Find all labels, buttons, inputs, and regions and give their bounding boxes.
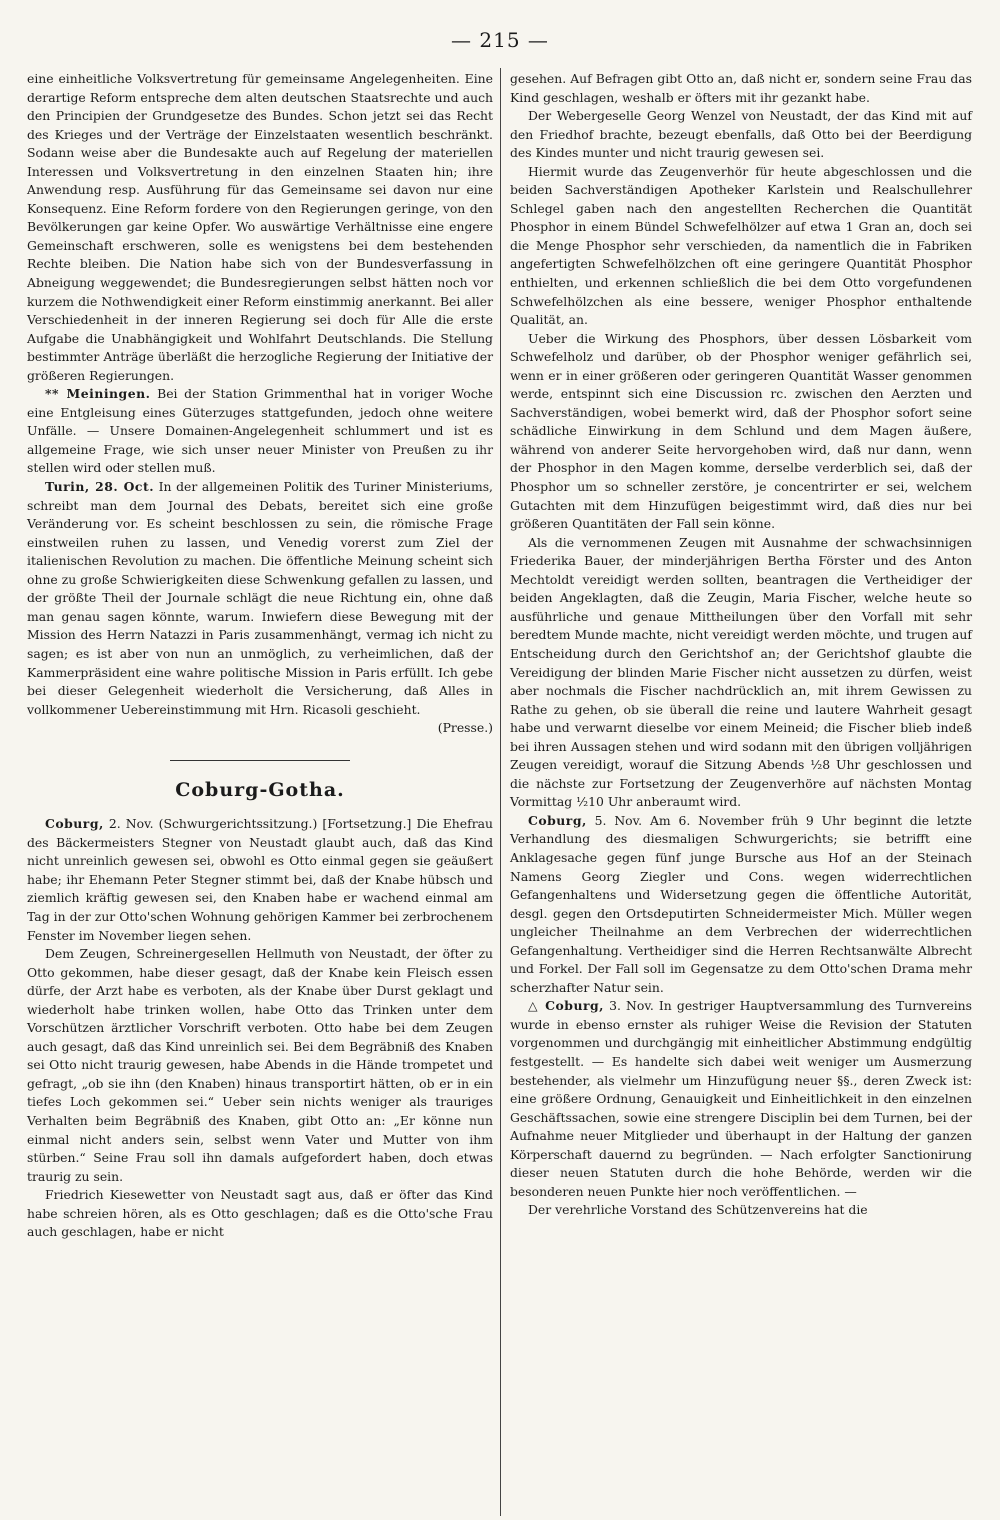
- source-attribution: (Presse.): [437, 720, 493, 736]
- dateline-coburg: △ Coburg,: [528, 998, 604, 1014]
- article-text: 5. Nov. Am 6. November früh 9 Uhr beginnt die letzte Verhandlung des diesmaligen Schwurgerichts; sie betrifft eine Anklagesache gegen fünf junge Bursche aus Hof an der Steinach Namens Georg Ziegler und Cons. wegen widerrechtlichen Gefangenhaltens und Widersetzung gegen die öffentliche Autorität, desgl. gegen den Ortsdeputirten Schneidermeister Mich. Müller wegen ungleicher Theilnahme an dem Verbrechen der widerrechtlichen Gefangenhaltung. Vertheidiger sind die Herren Rechtsanwälte Albrecht und Forkel. Der Fall soll im Gegensatze zu dem Otto'schen Drama mehr scherzhafter Natur sein.: [510, 812, 972, 995]
- dateline-turin: Turin, 28. Oct.: [45, 479, 155, 495]
- article-paragraph: Dem Zeugen, Schreinergesellen Hellmuth von Neustadt, der öfter zu Otto gekommen, habe dieser gesagt, daß der Knabe kein Fleisch essen dürfe, der Arzt habe es verboten, als der Knabe über Durst geklagt und wiederholt habe trinken wollen, habe Otto das Trinken unter dem Vorschützen ärztlicher Vorschrift verboten. Otto habe bei dem Zeugen auch gesagt, daß das Kind unreinlich sei. Bei dem Begräbniß des Knaben sei Otto nicht traurig gewesen, habe Abends in die Hände trompetet und gefragt, „ob sie ihn (den Knaben) hinaus transportirt hätten, ob er in ein tiefes Loch gekommen sei.“ Ueber sein nichts weniger als trauriges Verhalten beim Begräbniß des Knaben, gibt Otto an: „Er könne nun einmal nicht anders sein, selbst wenn Vater und Mutter von ihm stürben.“ Seine Frau soll ihn damals aufgefordert haben, doch etwas traurig zu sein.: [27, 946, 493, 1184]
- right-column: [510, 70, 972, 1220]
- article-paragraph: Friedrich Kiesewetter von Neustadt sagt aus, daß er öfter das Kind habe schreien hören, als es Otto geschlagen; daß es die Otto'sche Frau auch geschlagen, habe er nicht: [27, 1187, 493, 1240]
- article-paragraph: Hiermit wurde das Zeugenverhör für heute abgeschlossen und die beiden Sachverständigen Apotheker Karlstein und Realschullehrer Schlegel gaben nach den angestellten Recherchen die Quantität Phosphor in einem Bündel Schwefelhölzer auf etwa 1 Gran an, doch sei die Menge Phosphor sehr verschieden, da namentlich die in Fabriken angefertigten Schwefelhölzchen oft eine geringere Quantität Phosphor enthielten, und erkennen schließlich die bei dem Otto vorgefundenen Schwefelhölzchen als eine bessere, weniger Phosphor enthaltende Qualität, an.: [510, 163, 972, 328]
- section-separator: [170, 760, 350, 761]
- article-paragraph: eine einheitliche Volksvertretung für gemeinsame Angelegenheiten. Eine derartige Reform entspreche dem alten deutschen Staatsrechte und auch den Principien der Grundgesetze des Bundes. Schon jetzt sei das Recht des Krieges und der Verträge der Einzelstaaten wesentlich beschränkt. Sodann weise aber die Bundesakte auch auf Regelung der materiellen Interessen und Volksvertretung in den einzelnen Staaten hin; ihre Anwendung resp. Ausführung für das Gemeinsame sei davon nur eine Konsequenz. Eine Reform fordere von den Regierungen geringe, von den Bevölkerungen gar keine Opfer. Wo auswärtige Verhältnisse eine engere Gemeinschaft erschweren, solle es wenigstens bei dem bestehenden Rechte bleiben. Die Nation habe sich von der Bundesverfassung in Abneigung weggewendet; die Bundesregierungen selbst hätten noch vor kurzem die Nothwendigkeit einer Reform einstimmig anerkannt. Bei aller Verschiedenheit in der inneren Regierung sei doch für Alle die erste Aufgabe die Unabhängigkeit und Wohlfahrt Deutschlands. Die Stellung bestimmter Anträge überläßt die herzogliche Regierung der Initiative der größeren Regierungen.: [27, 71, 493, 383]
- article-text: In der allgemeinen Politik des Turiner Ministeriums, schreibt man dem Journal des Debats, bereitet sich eine große Veränderung vor. Es scheint beschlossen zu sein, die römische Frage einstweilen ruhen zu lassen, und Venedig vorerst zum Ziel der italienischen Revolution zu machen. Die öffentliche Meinung scheint sich ohne zu große Schwierigkeiten diese Schwenkung gefallen zu lassen, und der größte Theil der Journale schlägt die neue Richtung ein, ohne daß man genau sagen könnte, warum. Inwiefern diese Bewegung mit der Mission des Herrn Natazzi in Paris zusammenhängt, vermag ich nicht zu sagen; es ist aber von nun an unmöglich, zu verheimlichen, daß der Kammerpräsident eine wahre politische Mission in Paris erfüllt. Ich gebe bei dieser Gelegenheit wiederholt die Versicherung, daß Alles in vollkommener Uebereinstimmung mit Hrn. Ricasoli geschieht.: [27, 479, 493, 717]
- article-text: Bei der Station Grimmenthal hat in voriger Woche eine Entgleisung eines Güterzuges stattgefunden, jedoch ohne weitere Unfälle. — Unsere Domainen-Angelegenheit schlummert und ist es allgemeine Frage, wie sich unser neuer Minister von Preußen zu ihr stellen wird oder stellen muß.: [27, 386, 493, 476]
- article-turin: [27, 478, 493, 719]
- section-heading: Coburg-Gotha.: [175, 778, 345, 801]
- page-number: — 215 —: [451, 28, 549, 52]
- article-paragraph: Der Webergeselle Georg Wenzel von Neustadt, der das Kind mit auf den Friedhof brachte, bezeugt ebenfalls, daß Otto bei der Beerdigung des Kindes munter und nicht traurig gewesen sei.: [510, 108, 972, 161]
- dateline-meiningen: ** Meiningen.: [45, 386, 151, 402]
- column-divider: [500, 68, 501, 1516]
- article-coburg-3: [510, 997, 972, 1201]
- article-meiningen: [27, 385, 493, 478]
- article-text: 3. Nov. In gestriger Hauptversammlung des Turnvereins wurde in ebenso ernster als ruhiger Weise die Revision der Statuten vorgenommen und durchgängig mit einheitlicher Abstimmung endgültig festgestellt. — Es handelte sich dabei weit weniger um Ausmerzung bestehender, als vielmehr um Hinzufügung neuer §§., deren Zweck ist: eine größere Ordnung, Genauigkeit und Einheitlichkeit in den einzelnen Geschäftssachen, sowie eine strengere Disciplin bei dem Turnen, bei der Aufnahme neuer Mitglieder und überhaupt in der Haltung der ganzen Körperschaft dauernd zu begründen. — Nach erfolgter Sanctionirung dieser neuen Statuten durch die hohe Behörde, werden wir die besonderen neuen Punkte hier noch veröffentlichen. —: [510, 998, 973, 1199]
- article-paragraph: Der verehrliche Vorstand des Schützenvereins hat die: [528, 1202, 868, 1218]
- article-paragraph: gesehen. Auf Befragen gibt Otto an, daß nicht er, sondern seine Frau das Kind geschlagen, weshalb er öfters mit ihr gezankt habe.: [510, 71, 972, 105]
- article-paragraph: Ueber die Wirkung des Phosphors, über dessen Lösbarkeit vom Schwefelholz und darüber, ob der Phosphor weniger gefährlich sei, wenn er in einer größeren oder geringeren Quantität Wasser genommen werde, entspinnt sich eine Discussion rc. zwischen den Aerzten und Sachverständigen, wobei bemerkt wird, daß der Phosphor sofort seine schädliche Einwirkung in dem Schlund und dem Magen äußere, während von anderer Seite hervorgehoben wird, daß nur dann, wenn der Phosphor in den Magen komme, derselbe verderblich sei, daß der Phosphor um so schneller zerstöre, je concentrirter er sei, welchem Gutachten mit dem Hinzufügen beigestimmt wird, daß dies nur bei größeren Quantitäten der Fall sein könne.: [510, 330, 972, 532]
- dateline-coburg: Coburg,: [528, 812, 587, 828]
- article-coburg-5: [510, 812, 972, 997]
- article-coburg: [27, 815, 493, 945]
- left-column: [27, 70, 493, 1242]
- article-paragraph: Als die vernommenen Zeugen mit Ausnahme der schwachsinnigen Friederika Bauer, der minderjährigen Bertha Förster und des Anton Mechtoldt vereidigt werden sollten, beantragen die Vertheidiger der beiden Angeklagten, daß die Zeugin, Maria Fischer, welche heute so ausführliche und genaue Mittheilungen über den Vorfall mit sehr beredtem Munde machte, nicht vereidigt werden möchte, und trugen auf Entscheidung durch den Gerichtshof an; der Gerichtshof glaubte die Vereidigung der blinden Marie Fischer nicht aussetzen zu dürfen, weist aber nochmals die Fischer nachdrücklich an, mit ihrem Gewissen zu Rathe zu gehen, ob sie überall die reine und lautere Wahrheit gesagt habe und verwarnt dieselbe vor einem Meineid; die Fischer blieb indeß bei ihren Aussagen stehen und wird sodann mit den übrigen volljährigen Zeugen vereidigt, worauf die Sitzung Abends ½8 Uhr geschlossen und die nächste zur Fortsetzung der Zeugenverhöre auf nächsten Montag Vormittag ½10 Uhr anberaumt wird.: [510, 534, 972, 810]
- article-text: 2. Nov. (Schwurgerichtssitzung.) [Fortsetzung.] Die Ehefrau des Bäckermeisters Stegner von Neustadt glaubt auch, daß das Kind nicht unreinlich gewesen sei, obwohl es Otto einmal gegen sie geäußert habe; ihr Ehemann Peter Stegner stimmt bei, daß der Knabe hübsch und ziemlich kräftig gewesen sei, den Knaben habe er wachend einmal am Tag in der zur Otto'schen Wohnung gehörigen Kammer bei zerbrochenem Fenster im November liegen sehen.: [27, 816, 493, 943]
- dateline-coburg: Coburg,: [45, 816, 104, 832]
